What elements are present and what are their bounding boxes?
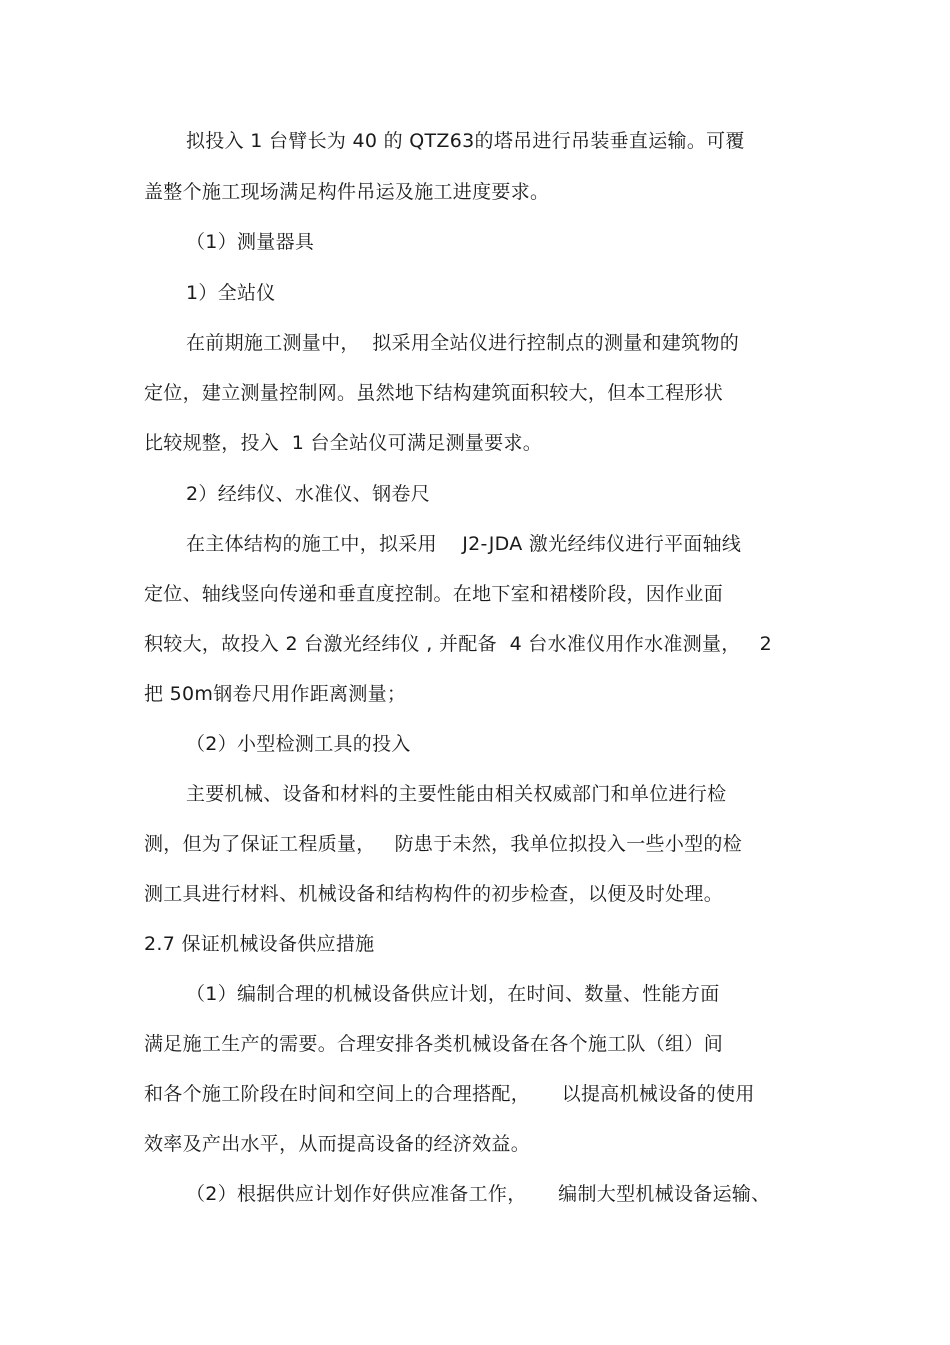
paragraph-line: 测工具进行材料、机械设备和结构构件的初步检查，以便及时处理。 (144, 883, 724, 905)
paragraph-line: 和各个施工阶段在时间和空间上的合理搭配， 以提高机械设备的使用 (144, 1083, 755, 1105)
paragraph-line: 在前期施工测量中， 拟采用全站仪进行控制点的测量和建筑物的 (186, 332, 740, 354)
subsection-heading: 2）经纬仪、水准仪、钢卷尺 (186, 483, 430, 505)
paragraph-line: 测，但为了保证工程质量， 防患于未然，我单位拟投入一些小型的检 (144, 833, 743, 855)
paragraph-line: 比较规整，投入 1 台全站仪可满足测量要求。 (144, 432, 543, 454)
paragraph-line: 效率及产出水平，从而提高设备的经济效益。 (144, 1133, 531, 1155)
paragraph-line: 满足施工生产的需要。合理安排各类机械设备在各个施工队（组）间 (144, 1033, 724, 1055)
section-heading: （1）测量器具 (186, 231, 315, 253)
paragraph-line: 在主体结构的施工中，拟采用 J2-JDA 激光经纬仪进行平面轴线 (186, 533, 742, 555)
paragraph-line: 定位，建立测量控制网。虽然地下结构建筑面积较大，但本工程形状 (144, 382, 724, 404)
paragraph-line: 主要机械、设备和材料的主要性能由相关权威部门和单位进行检 (186, 783, 727, 805)
paragraph-line: 把 50m钢卷尺用作距离测量； (144, 683, 407, 705)
chapter-heading: 2.7 保证机械设备供应措施 (144, 933, 375, 955)
paragraph-line: 积较大，故投入 2 台激光经纬仪 , 并配备 4 台水准仪用作水准测量， 2 (144, 633, 773, 655)
paragraph-line: （2）根据供应计划作好供应准备工作， 编制大型机械设备运输、 (186, 1183, 771, 1205)
paragraph-line: 盖整个施工现场满足构件吊运及施工进度要求。 (144, 181, 550, 203)
paragraph-line: 定位、轴线竖向传递和垂直度控制。在地下室和裙楼阶段，因作业面 (144, 583, 724, 605)
paragraph-line: 拟投入 1 台臂长为 40 的 QTZ63的塔吊进行吊装垂直运输。可覆 (186, 130, 745, 152)
paragraph-line: （1）编制合理的机械设备供应计划，在时间、数量、性能方面 (186, 983, 720, 1005)
section-heading: （2）小型检测工具的投入 (186, 733, 411, 755)
subsection-heading: 1）全站仪 (186, 282, 276, 304)
